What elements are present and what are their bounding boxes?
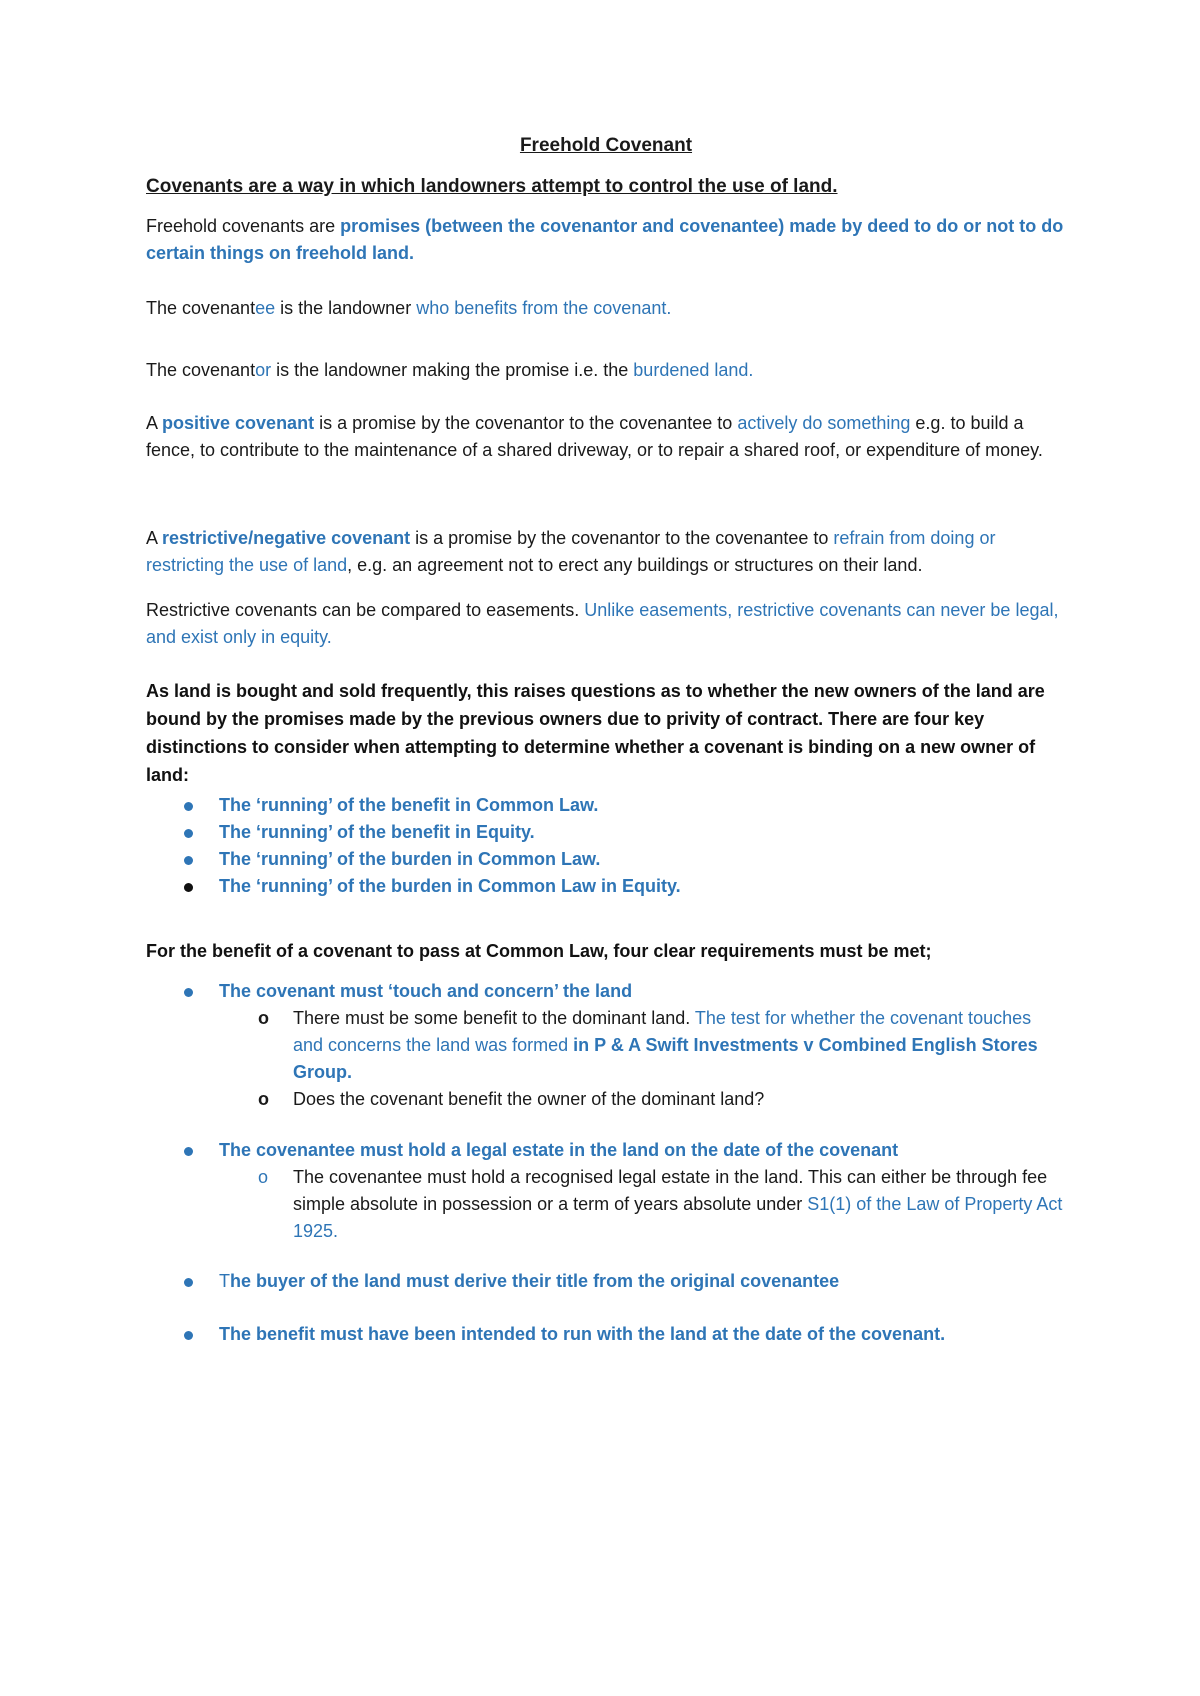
sub-text: The covenantee must hold a recognised legal estate in the land. This can either be through fee simple absolute in possession or a term of years absolute under xyxy=(293,1167,1048,1214)
definition-highlight: promises (between the covenantor and covenantee) made by deed to do or not to do certain things on freehold land. xyxy=(146,216,1064,263)
requirement-4 xyxy=(146,1321,1066,1348)
case-citation: in P & A Swift Investments v Combined English Stores Group. xyxy=(293,1035,1038,1082)
sub-highlight: The test for whether the covenant touches and concerns the land was formed xyxy=(293,1008,1032,1055)
bullet-icon xyxy=(184,883,193,892)
restrictive-highlight: refrain from doing or restricting the use of land xyxy=(146,528,996,575)
requirement-1-heading: The covenant must ‘touch and concern’ the land xyxy=(219,981,633,1001)
list-item xyxy=(146,819,1066,846)
covenantee-text: The covenant xyxy=(146,298,256,318)
requirements-heading: For the benefit of a covenant to pass at Common Law, four clear requirements must be met; xyxy=(146,941,932,961)
requirement-2-heading: The covenantee must hold a legal estate in the land on the date of the covenant xyxy=(219,1140,899,1160)
distinction-text: The ‘running’ of the burden in Common Law in Equity. xyxy=(219,876,681,896)
definition-paragraph xyxy=(146,213,1066,267)
restrictive-lead: A xyxy=(146,528,163,548)
list-item xyxy=(146,1321,1066,1348)
requirement-3-initial: T xyxy=(219,1271,230,1291)
positive-tail: e.g. to build a fence, to contribute to the maintenance of a shared driveway, or to repair a shared roof, or expenditure of money. xyxy=(146,413,1043,460)
list-item xyxy=(146,978,1066,1005)
covenantor-paragraph xyxy=(146,357,1066,384)
requirement-2 xyxy=(146,1137,1066,1245)
bullet-icon xyxy=(184,1147,193,1156)
circle-bullet-icon: o xyxy=(258,1008,269,1028)
circle-bullet-icon: o xyxy=(258,1167,269,1187)
requirement-1-list xyxy=(146,978,1066,1005)
requirement-1-sub-1 xyxy=(146,1005,1066,1086)
definition-lead: Freehold covenants are xyxy=(146,216,341,236)
statute-citation: S1(1) of the Law of Property Act 1925. xyxy=(293,1194,1063,1241)
bullet-icon xyxy=(184,988,193,997)
distinction-text: The ‘running’ of the benefit in Equity. xyxy=(219,822,535,842)
bullet-icon xyxy=(184,829,193,838)
positive-mid: is a promise by the covenantor to the covenantee to xyxy=(314,413,738,433)
bullet-icon xyxy=(184,802,193,811)
covenantee-suffix: ee xyxy=(255,298,276,318)
covenantee-paragraph xyxy=(146,295,1066,322)
requirement-1-sub-2 xyxy=(146,1086,1066,1113)
requirement-4-heading: The benefit must have been intended to run with the land at the date of the covenant. xyxy=(219,1324,946,1344)
restrictive-mid: is a promise by the covenantor to the covenantee to xyxy=(410,528,834,548)
distinctions-list xyxy=(146,792,1066,900)
sub-text: There must be some benefit to the dominant land. xyxy=(293,1008,695,1028)
restrictive-term: restrictive/negative covenant xyxy=(162,528,411,548)
question-paragraph: As land is bought and sold frequently, this raises questions as to whether the new owners of the land are bound by the promises made by the previous owners due to privity of contract. There are four key distinctions to consider when attempting to determine whether a covenant is binding on a new owner of land: xyxy=(146,681,1045,785)
covenantee-highlight: who benefits from the covenant. xyxy=(416,298,672,318)
circle-bullet-icon: o xyxy=(258,1089,269,1109)
positive-lead: A xyxy=(146,413,163,433)
sub-text: Does the covenant benefit the owner of the dominant land? xyxy=(293,1089,765,1109)
bullet-icon xyxy=(184,1331,193,1340)
restrictive-covenant-paragraph xyxy=(146,525,1066,579)
list-item xyxy=(146,873,1066,900)
easement-highlight: Unlike easements, restrictive covenants can never be legal, and exist only in equity. xyxy=(146,600,1059,647)
distinction-text: The ‘running’ of the burden in Common Law. xyxy=(219,849,601,869)
list-item xyxy=(146,846,1066,873)
covenantor-suffix: or xyxy=(255,360,272,380)
distinction-text: The ‘running’ of the benefit in Common Law. xyxy=(219,795,599,815)
list-item xyxy=(146,792,1066,819)
bullet-icon xyxy=(184,856,193,865)
page-title: Freehold Covenant xyxy=(519,135,693,156)
covenantor-text: The covenant xyxy=(146,360,256,380)
requirement-2-list xyxy=(146,1137,1066,1164)
easement-paragraph xyxy=(146,597,1066,651)
covenantee-mid: is the landowner xyxy=(275,298,417,318)
list-item xyxy=(146,1268,1066,1295)
covenantor-mid: is the landowner making the promise i.e. the xyxy=(271,360,634,380)
requirement-3-heading: he buyer of the land must derive their title from the original covenantee xyxy=(230,1271,840,1291)
requirement-2-sub-1 xyxy=(146,1164,1066,1245)
bullet-icon xyxy=(184,1278,193,1287)
positive-covenant-paragraph xyxy=(146,410,1066,464)
restrictive-tail: , e.g. an agreement not to erect any buildings or structures on their land. xyxy=(347,555,923,575)
covenantor-highlight: burdened land. xyxy=(633,360,754,380)
intro-heading: Covenants are a way in which landowners attempt to control the use of land. xyxy=(146,176,838,197)
easement-lead: Restrictive covenants can be compared to easements. xyxy=(146,600,585,620)
list-item xyxy=(146,1137,1066,1164)
positive-term: positive covenant xyxy=(162,413,315,433)
requirement-1 xyxy=(146,978,1066,1113)
positive-highlight: actively do something xyxy=(737,413,911,433)
requirement-3 xyxy=(146,1268,1066,1295)
